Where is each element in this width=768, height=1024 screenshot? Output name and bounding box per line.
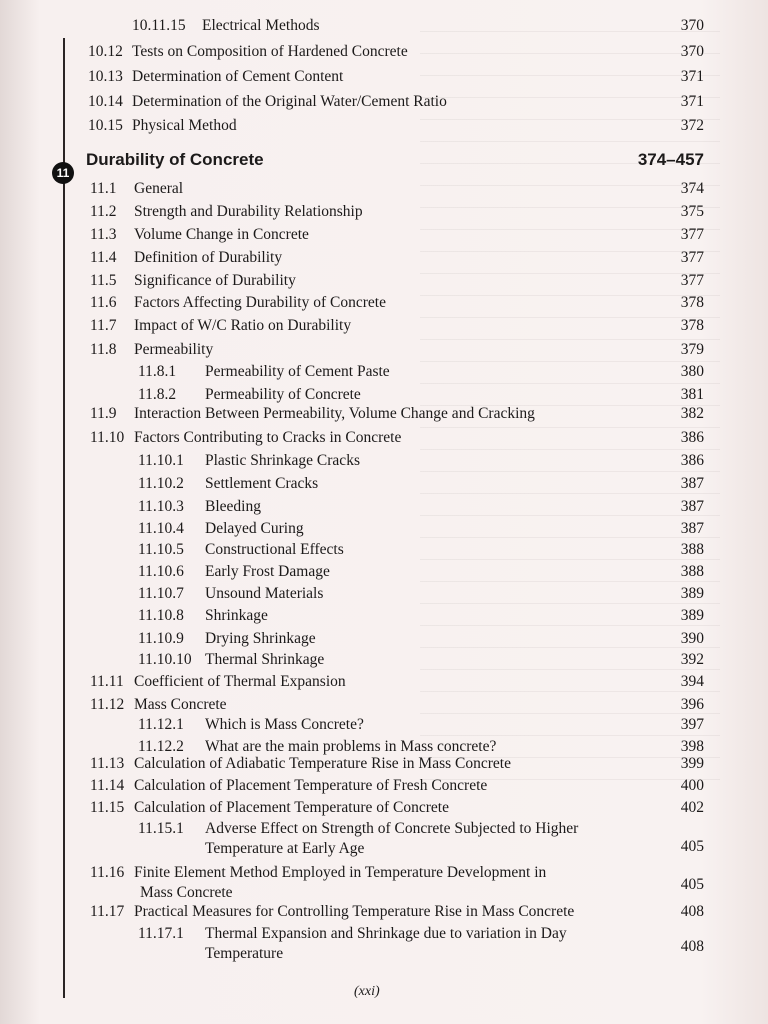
entry-number: 11.5 bbox=[90, 272, 117, 289]
entry-page: 378 bbox=[680, 317, 704, 334]
entry-number: 11.2 bbox=[90, 203, 117, 220]
entry-page: 382 bbox=[680, 405, 704, 422]
entry-page: 374 bbox=[680, 180, 704, 197]
entry-title: Permeability of Concrete bbox=[205, 386, 361, 403]
entry-page: 387 bbox=[680, 520, 704, 537]
entry-title: Physical Method bbox=[132, 117, 237, 134]
entry-number: 10.15 bbox=[88, 117, 123, 134]
entry-title: Electrical Methods bbox=[202, 17, 320, 34]
entry-number: 11.7 bbox=[90, 317, 117, 334]
entry-title: Mass Concrete bbox=[134, 696, 227, 713]
entry-page: 399 bbox=[680, 755, 704, 772]
entry-number: 11.10.4 bbox=[138, 520, 184, 537]
entry-page: 377 bbox=[680, 226, 704, 243]
entry-number: 11.10.2 bbox=[138, 475, 184, 492]
entry-number: 11.12 bbox=[90, 696, 125, 713]
entry-page: 386 bbox=[680, 429, 704, 446]
entry-number: 11.13 bbox=[90, 755, 125, 772]
entry-title: Shrinkage bbox=[205, 607, 268, 624]
entry-title: Determination of Cement Content bbox=[132, 68, 344, 85]
entry-page: 381 bbox=[680, 386, 704, 403]
entry-page: 387 bbox=[680, 475, 704, 492]
entry-page: 386 bbox=[680, 452, 704, 469]
entry-number: 11.10.3 bbox=[138, 498, 184, 515]
entry-page: 377 bbox=[680, 272, 704, 289]
entry-title: Tests on Composition of Hardened Concrete bbox=[132, 43, 408, 60]
entry-title: Finite Element Method Employed in Temperature Development in bbox=[134, 864, 547, 881]
entry-page: 396 bbox=[680, 696, 704, 713]
entry-page: 388 bbox=[680, 541, 704, 558]
entry-title: Settlement Cracks bbox=[205, 475, 319, 492]
entry-number: 11.10 bbox=[90, 429, 125, 446]
chapter-page-range: 374–457 bbox=[637, 150, 704, 169]
entry-title: Which is Mass Concrete? bbox=[205, 716, 364, 733]
entry-title: Impact of W/C Ratio on Durability bbox=[134, 317, 352, 334]
entry-number: 11.10.6 bbox=[138, 563, 184, 580]
entry-title: Bleeding bbox=[205, 498, 261, 515]
entry-title: Delayed Curing bbox=[205, 520, 304, 537]
entry-number: 11.14 bbox=[90, 777, 125, 794]
entry-number: 11.12.1 bbox=[138, 716, 184, 733]
entry-page: 408 bbox=[680, 903, 704, 920]
entry-page: 392 bbox=[680, 651, 704, 668]
entry-title: Drying Shrinkage bbox=[205, 630, 316, 647]
entry-title: Adverse Effect on Strength of Concrete Subjected to Higher bbox=[205, 820, 579, 837]
entry-page: 377 bbox=[680, 249, 704, 266]
entry-title: Thermal Shrinkage bbox=[205, 651, 325, 668]
chapter-number-badge: 11 bbox=[52, 162, 74, 184]
entry-title: Strength and Durability Relationship bbox=[134, 203, 363, 220]
chapter-heading bbox=[0, 151, 768, 175]
entry-title-continued: Temperature bbox=[205, 945, 284, 962]
entry-number: 11.1 bbox=[90, 180, 117, 197]
entry-title: Plastic Shrinkage Cracks bbox=[205, 452, 360, 469]
entry-number: 11.10.8 bbox=[138, 607, 184, 624]
page-footer-number: (xxi) bbox=[354, 984, 380, 999]
entry-page: 398 bbox=[680, 738, 704, 755]
entry-page: 379 bbox=[680, 341, 704, 358]
entry-title: Coefficient of Thermal Expansion bbox=[134, 673, 346, 690]
entry-number: 11.10.7 bbox=[138, 585, 184, 602]
entry-page: 378 bbox=[680, 294, 704, 311]
entry-page: 375 bbox=[680, 203, 704, 220]
entry-title: Early Frost Damage bbox=[205, 563, 330, 580]
entry-page: 400 bbox=[680, 777, 704, 794]
entry-number: 11.10.5 bbox=[138, 541, 184, 558]
entry-number: 10.13 bbox=[88, 68, 123, 85]
entry-page: 390 bbox=[680, 630, 704, 647]
entry-number: 11.15.1 bbox=[138, 820, 184, 837]
entry-page: 371 bbox=[680, 93, 704, 110]
entry-title-continued: Mass Concrete bbox=[140, 884, 233, 901]
entry-number: 11.17.1 bbox=[138, 925, 184, 942]
entry-page: 372 bbox=[680, 117, 704, 134]
entry-page: 388 bbox=[680, 563, 704, 580]
bleed-through-texture bbox=[420, 20, 720, 780]
entry-page: 408 bbox=[680, 938, 704, 955]
entry-number: 11.17 bbox=[90, 903, 125, 920]
entry-page: 405 bbox=[680, 838, 704, 855]
entry-title: Calculation of Adiabatic Temperature Rise in Mass Concrete bbox=[134, 755, 511, 772]
entry-page: 370 bbox=[680, 17, 704, 34]
entry-title-continued: Temperature at Early Age bbox=[205, 840, 365, 857]
entry-page: 402 bbox=[680, 799, 704, 816]
entry-title: Unsound Materials bbox=[205, 585, 324, 602]
entry-page: 380 bbox=[680, 363, 704, 380]
entry-number: 11.3 bbox=[90, 226, 117, 243]
entry-number: 11.15 bbox=[90, 799, 125, 816]
entry-page: 397 bbox=[680, 716, 704, 733]
entry-page: 389 bbox=[680, 585, 704, 602]
entry-page: 389 bbox=[680, 607, 704, 624]
entry-page: 405 bbox=[680, 876, 704, 893]
entry-number: 10.14 bbox=[88, 93, 123, 110]
entry-number: 11.9 bbox=[90, 405, 117, 422]
entry-number: 10.12 bbox=[88, 43, 123, 60]
entry-number: 11.10.9 bbox=[138, 630, 184, 647]
entry-title: Permeability bbox=[134, 341, 214, 358]
entry-number: 11.16 bbox=[90, 864, 125, 881]
entry-page: 394 bbox=[680, 673, 704, 690]
entry-number: 11.8 bbox=[90, 341, 117, 358]
entry-title: Calculation of Placement Temperature of Fresh Concrete bbox=[134, 777, 488, 794]
entry-title: Volume Change in Concrete bbox=[134, 226, 309, 243]
entry-page: 370 bbox=[680, 43, 704, 60]
entry-title: Calculation of Placement Temperature of Concrete bbox=[134, 799, 449, 816]
entry-number: 11.10.10 bbox=[138, 651, 192, 668]
entry-page: 387 bbox=[680, 498, 704, 515]
entry-title: What are the main problems in Mass concrete? bbox=[205, 738, 497, 755]
entry-title: Definition of Durability bbox=[134, 249, 283, 266]
entry-title: Permeability of Cement Paste bbox=[205, 363, 390, 380]
entry-title: Significance of Durability bbox=[134, 272, 296, 289]
entry-title: Constructional Effects bbox=[205, 541, 344, 558]
entry-title: Factors Affecting Durability of Concrete bbox=[134, 294, 386, 311]
entry-title: Interaction Between Permeability, Volume Change and Cracking bbox=[134, 405, 535, 422]
entry-title: General bbox=[134, 180, 184, 197]
entry-title: Determination of the Original Water/Cement Ratio bbox=[132, 93, 447, 110]
entry-number: 11.4 bbox=[90, 249, 117, 266]
entry-page: 371 bbox=[680, 68, 704, 85]
entry-number: 11.8.2 bbox=[138, 386, 177, 403]
entry-title: Practical Measures for Controlling Temperature Rise in Mass Concrete bbox=[134, 903, 575, 920]
entry-title: Factors Contributing to Cracks in Concrete bbox=[134, 429, 402, 446]
entry-number: 11.6 bbox=[90, 294, 117, 311]
entry-title: Thermal Expansion and Shrinkage due to variation in Day bbox=[205, 925, 567, 942]
entry-number: 11.12.2 bbox=[138, 738, 184, 755]
entry-number: 11.8.1 bbox=[138, 363, 177, 380]
entry-number: 10.11.15 bbox=[132, 17, 186, 34]
entry-number: 11.11 bbox=[90, 673, 124, 690]
chapter-title: Durability of Concrete bbox=[86, 150, 264, 169]
entry-number: 11.10.1 bbox=[138, 452, 184, 469]
